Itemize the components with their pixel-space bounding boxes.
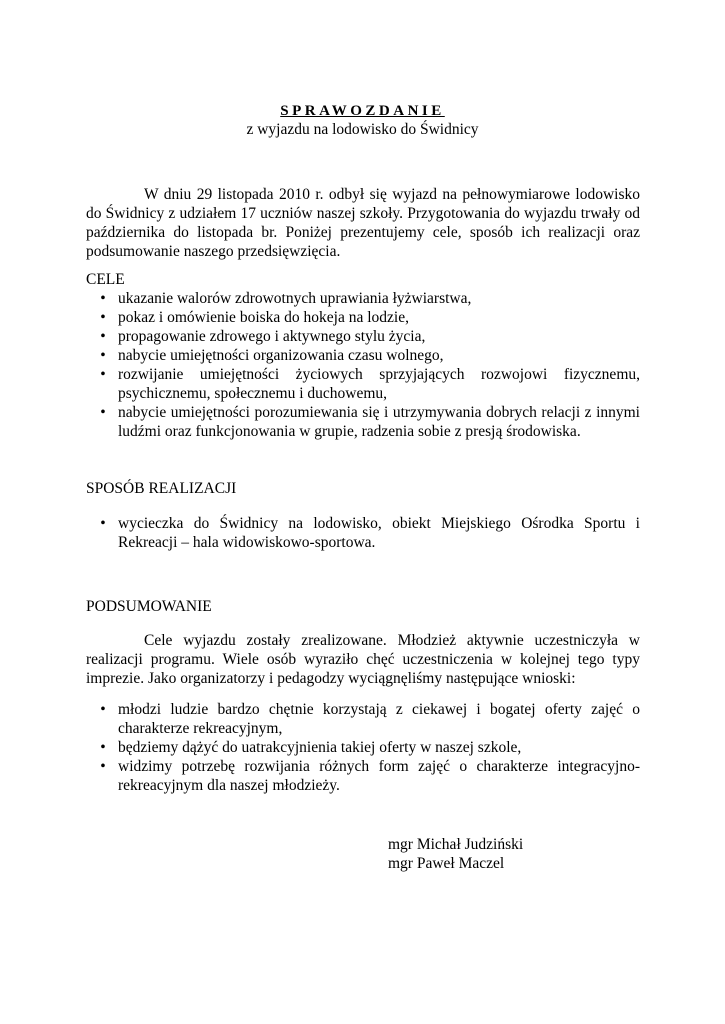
section-heading-podsumowanie: PODSUMOWANIE: [86, 598, 212, 615]
list-item: • ukazanie walorów zdrowotnych uprawiania łyżwiarstwa,: [86, 289, 640, 308]
signature-block: [388, 835, 523, 873]
bullet-icon: •: [100, 515, 106, 532]
signature-name: mgr Michał Judziński: [388, 836, 524, 853]
list-item: • młodzi ludzie bardzo chętnie korzystają z ciekawej i bogatej oferty zajęć o charakterze rekreacyjnym,: [86, 700, 640, 738]
bullet-icon: •: [100, 328, 106, 345]
section-heading-cele: CELE: [86, 271, 125, 288]
bullet-icon: •: [100, 290, 106, 307]
bullet-icon: •: [100, 309, 106, 326]
list-item: • pokaz i omówienie boiska do hokeja na lodzie,: [86, 308, 640, 327]
list-item: • propagowanie zdrowego i aktywnego stylu życia,: [86, 327, 640, 346]
bullet-icon: •: [100, 739, 106, 756]
document-subtitle: z wyjazdu na lodowisko do Świdnicy: [246, 121, 479, 138]
signature-name: mgr Paweł Maczel: [388, 855, 505, 872]
realizacja-list: [86, 514, 640, 552]
list-item: • nabycie umiejętności organizowania czasu wolnego,: [86, 346, 640, 365]
bullet-icon: •: [100, 366, 106, 383]
cele-list: [86, 289, 640, 441]
bullet-icon: •: [100, 701, 106, 718]
bullet-icon: •: [100, 758, 106, 775]
list-item: • wycieczka do Świdnicy na lodowisko, obiekt Miejskiego Ośrodka Sportu i Rekreacji – hala widowiskowo-sportowa.: [86, 514, 640, 552]
intro-paragraph: W dniu 29 listopada 2010 r. odbył się wyjazd na pełnowymiarowe lodowisko do Świdnicy z udziałem 17 uczniów naszej szkoły. Przygotowania do wyjazdu trwały od października do listopada br. Poniżej prezentujemy cele, sposób ich realizacji oraz podsumowanie naszego przedsięwzięcia.: [86, 186, 640, 260]
list-item: • będziemy dążyć do uatrakcyjnienia takiej oferty w naszej szkole,: [86, 738, 640, 757]
list-item: • widzimy potrzebę rozwijania różnych form zajęć o charakterze integracyjno-rekreacyjnym dla naszej młodzieży.: [86, 757, 640, 795]
list-item: • nabycie umiejętności porozumiewania się i utrzymywania dobrych relacji z innymi ludźmi oraz funkcjonowania w grupie, radzenia sobie z presją środowiska.: [86, 403, 640, 441]
bullet-icon: •: [100, 347, 106, 364]
section-heading-realizacja: SPOSÓB REALIZACJI: [86, 480, 237, 497]
summary-paragraph: Cele wyjazdu zostały zrealizowane. Młodzież aktywnie uczestniczyła w realizacji programu. Wiele osób wyraziło chęć uczestniczenia w kolejnej tego typy imprezie. Jako organizatorzy i pedagodzy wyciągnęliśmy następujące wnioski:: [86, 632, 640, 687]
wnioski-list: [86, 700, 640, 795]
bullet-icon: •: [100, 404, 106, 421]
list-item: • rozwijanie umiejętności życiowych sprzyjających rozwojowi fizycznemu, psychicznemu, społecznemu i duchowemu,: [86, 365, 640, 403]
document-title: SPRAWOZDANIE: [280, 103, 445, 119]
